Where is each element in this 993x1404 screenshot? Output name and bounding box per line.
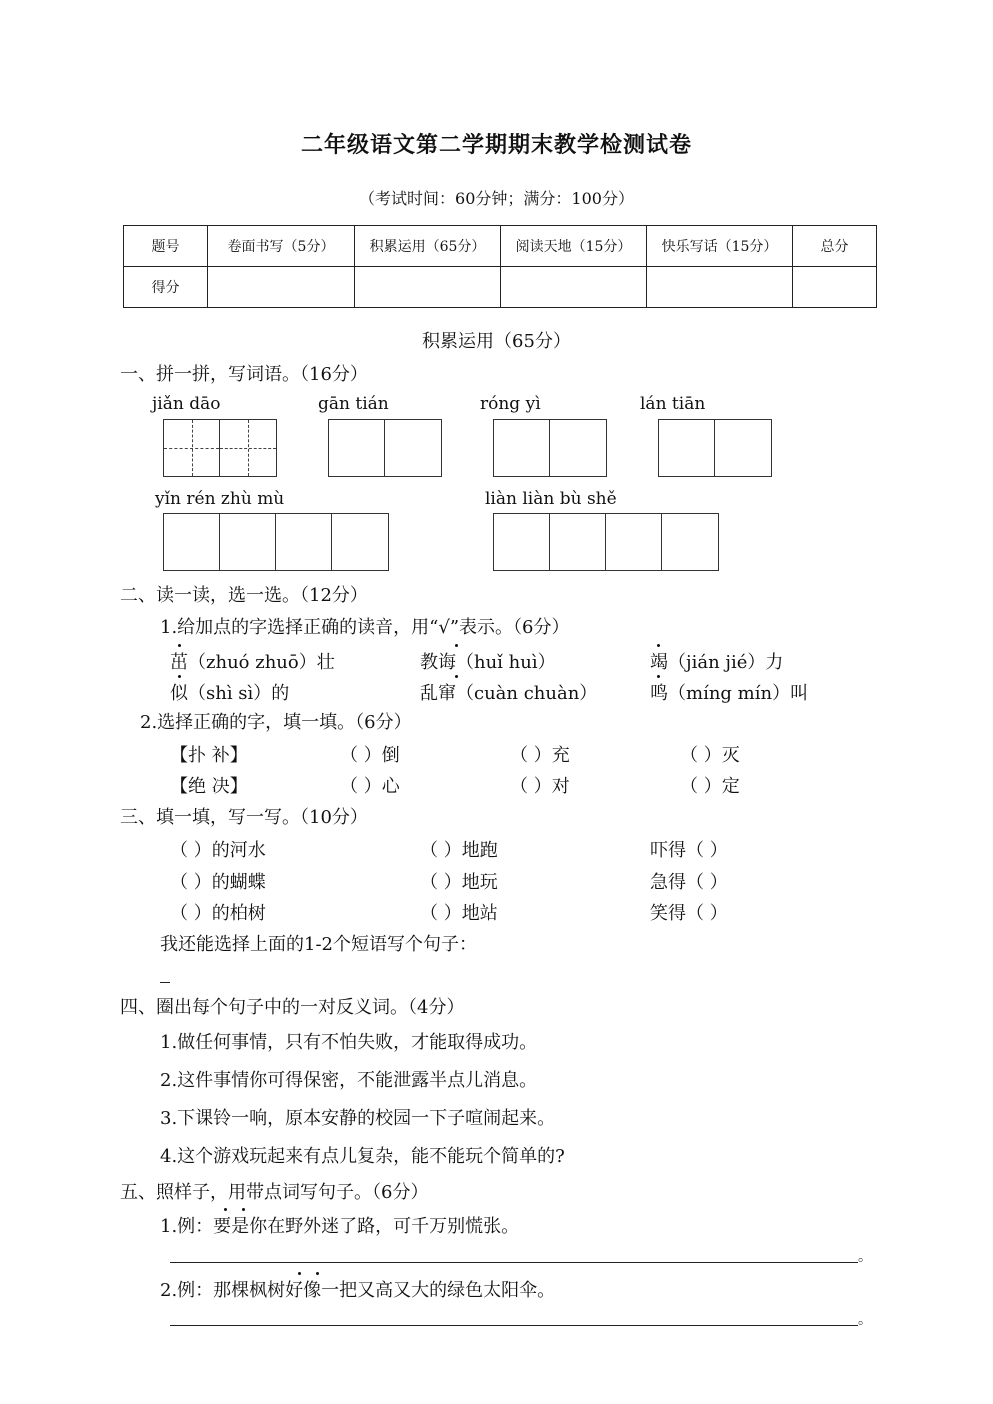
score-table xyxy=(123,225,877,308)
q1-title: 一、拼一拼，写词语。（16分） xyxy=(120,364,368,385)
pinyin-1: jiǎn dāo xyxy=(152,394,221,414)
blank[interactable]: （ ）定 xyxy=(680,776,740,797)
q4-item[interactable]: 2.这件事情你可得保密，不能泄露半点儿消息。 xyxy=(160,1070,538,1091)
grid-cell[interactable] xyxy=(606,514,662,570)
page-title: 二年级语文第二学期期末教学检测试卷 xyxy=(300,132,692,158)
grid-cell[interactable] xyxy=(220,514,276,570)
pinyin-2: gān tián xyxy=(318,394,389,414)
q4-item[interactable]: 4.这个游戏玩起来有点儿复杂，能不能玩个简单的? xyxy=(160,1146,565,1167)
blank[interactable]: （ ）地玩 xyxy=(420,872,498,893)
q4-item[interactable]: 1.做任何事情，只有不怕失败，才能取得成功。 xyxy=(160,1032,538,1053)
writing-grid[interactable] xyxy=(658,419,772,477)
emphasis-dot xyxy=(298,1272,301,1275)
pinyin-4: lán tiān xyxy=(640,394,706,414)
q5-example: 2.例：那棵枫树好像一把又高又大的绿色太阳伞。 xyxy=(160,1280,556,1301)
blank[interactable]: （ ）地跑 xyxy=(420,840,498,861)
pinyin-5: yǐn rén zhù mù xyxy=(155,489,285,509)
grid-cell[interactable] xyxy=(550,514,606,570)
q3-title: 三、填一填，写一写。（10分） xyxy=(120,807,368,828)
answer-line[interactable] xyxy=(170,1262,858,1263)
score-cell[interactable] xyxy=(355,267,501,308)
emphasis-dot xyxy=(224,1208,227,1211)
score-cell[interactable] xyxy=(647,267,793,308)
q4-title: 四、圈出每个句子中的一对反义词。（4分） xyxy=(120,997,465,1018)
reading-option[interactable]: 乱窜（cuàn chuàn） xyxy=(420,683,598,704)
char-choice: 【绝 决】 xyxy=(170,776,248,797)
blank[interactable]: 笑得（ ） xyxy=(650,903,728,924)
blank[interactable]: （ ）充 xyxy=(510,745,570,766)
score-header: 积累运用（65分） xyxy=(355,226,501,267)
line-period: 。 xyxy=(858,1312,872,1328)
emphasis-dot xyxy=(242,1208,245,1211)
grid-cell[interactable] xyxy=(659,420,715,476)
part-title: 积累运用（65分） xyxy=(422,331,571,352)
blank[interactable]: （ ）心 xyxy=(340,776,400,797)
q3-extra: 我还能选择上面的1-2个短语写个句子： xyxy=(160,934,477,955)
grid-cell[interactable] xyxy=(164,514,220,570)
answer-line[interactable] xyxy=(170,1325,858,1326)
score-cell[interactable] xyxy=(208,267,355,308)
score-header: 卷面书写（5分） xyxy=(208,226,355,267)
reading-option[interactable]: 教诲（huǐ huì） xyxy=(420,652,556,673)
blank[interactable]: （ ）的河水 xyxy=(170,840,266,861)
blank[interactable]: （ ）地站 xyxy=(420,903,498,924)
q4-item[interactable]: 3.下课铃一响，原本安静的校园一下子喧闹起来。 xyxy=(160,1108,556,1129)
writing-grid[interactable] xyxy=(163,513,389,571)
line-period: 。 xyxy=(858,1249,872,1265)
grid-cell[interactable] xyxy=(329,420,385,476)
score-cell[interactable] xyxy=(501,267,647,308)
reading-option[interactable]: 鸣（míng mín）叫 xyxy=(650,683,809,704)
score-row-label: 得分 xyxy=(124,267,208,308)
grid-cell[interactable] xyxy=(164,420,220,476)
emphasis-dot xyxy=(455,675,458,678)
writing-grid[interactable] xyxy=(163,419,277,477)
emphasis-dot xyxy=(657,675,660,678)
blank[interactable]: 吓得（ ） xyxy=(650,840,728,861)
emphasis-dot xyxy=(178,644,181,647)
blank[interactable]: （ ）灭 xyxy=(680,745,740,766)
emphasis-dot xyxy=(178,675,181,678)
grid-cell[interactable] xyxy=(332,514,388,570)
grid-cell[interactable] xyxy=(550,420,606,476)
writing-grid[interactable] xyxy=(493,513,719,571)
pinyin-6: liàn liàn bù shě xyxy=(485,489,617,509)
exam-info: （考试时间：60分钟；满分：100分） xyxy=(359,189,634,208)
grid-cell[interactable] xyxy=(385,420,441,476)
pinyin-3: róng yì xyxy=(480,394,541,414)
score-header: 阅读天地（15分） xyxy=(501,226,647,267)
q5-title: 五、照样子，用带点词写句子。（6分） xyxy=(120,1182,429,1203)
grid-cell[interactable] xyxy=(494,420,550,476)
answer-line[interactable] xyxy=(160,982,170,983)
blank[interactable]: 急得（ ） xyxy=(650,872,728,893)
score-header: 总分 xyxy=(793,226,877,267)
reading-option[interactable]: 似（shì sì）的 xyxy=(170,683,290,704)
blank[interactable]: （ ）的蝴蝶 xyxy=(170,872,266,893)
grid-cell[interactable] xyxy=(276,514,332,570)
score-cell[interactable] xyxy=(793,267,877,308)
emphasis-dot xyxy=(657,644,660,647)
char-choice: 【扑 补】 xyxy=(170,745,248,766)
writing-grid[interactable] xyxy=(328,419,442,477)
reading-option[interactable]: 竭（jián jié）力 xyxy=(650,652,784,673)
emphasis-dot xyxy=(455,644,458,647)
blank[interactable]: （ ）的柏树 xyxy=(170,903,266,924)
emphasis-dot xyxy=(316,1272,319,1275)
q2-sub1: 1.给加点的字选择正确的读音，用“√”表示。（6分） xyxy=(160,617,570,638)
q2-title: 二、读一读，选一选。（12分） xyxy=(120,585,368,606)
q2-sub2: 2.选择正确的字，填一填。（6分） xyxy=(140,712,412,733)
q5-example: 1.例：要是你在野外迷了路，可千万别慌张。 xyxy=(160,1216,520,1237)
blank[interactable]: （ ）倒 xyxy=(340,745,400,766)
score-header: 题号 xyxy=(124,226,208,267)
writing-grid[interactable] xyxy=(493,419,607,477)
grid-cell[interactable] xyxy=(220,420,276,476)
reading-option[interactable]: 茁（zhuó zhuō）壮 xyxy=(170,652,335,673)
grid-cell[interactable] xyxy=(715,420,771,476)
score-header: 快乐写话（15分） xyxy=(647,226,793,267)
score-table-score-row xyxy=(124,267,877,308)
grid-cell[interactable] xyxy=(662,514,718,570)
blank[interactable]: （ ）对 xyxy=(510,776,570,797)
grid-cell[interactable] xyxy=(494,514,550,570)
score-table-header-row xyxy=(124,226,877,267)
